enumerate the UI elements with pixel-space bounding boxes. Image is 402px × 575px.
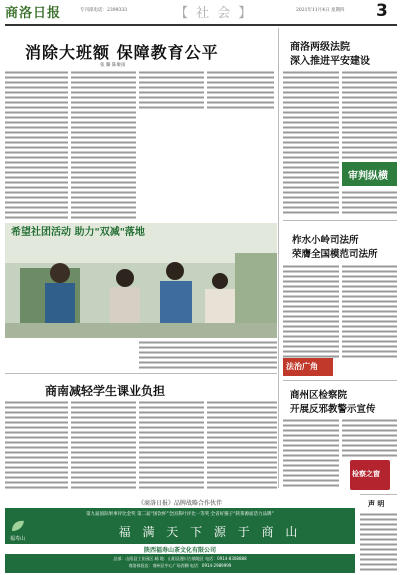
right-headline-1b: 深入推进平安建设 [290, 56, 370, 67]
photo-caption [139, 340, 277, 372]
lower-headline: 商南减轻学生课业负担 [45, 384, 166, 398]
article-column [139, 400, 204, 490]
issue-date: 2021年11月4日 星期四 [296, 8, 345, 13]
article-column [5, 70, 68, 220]
advertisement [5, 495, 355, 573]
article-column [342, 190, 397, 215]
ad-company: 陕西福寿山茶文化有限公司 [5, 544, 355, 554]
procuratorate-label: 检察之窗 [352, 470, 380, 478]
ad-phone: 商洛体验店：商州区中心广场西侧 电话：0914-2989999 [128, 563, 232, 568]
rule-of-law-label: 审判纵横 [348, 171, 388, 182]
right-headline-2a: 柞水小岭司法所 [292, 235, 359, 246]
procuratorate-badge [350, 460, 390, 490]
classroom-photo [5, 223, 277, 338]
article-column [342, 264, 397, 359]
notice-text [360, 512, 397, 572]
newspaper-logo: 商洛日报 [5, 6, 62, 21]
classroom-photo-image [5, 223, 277, 338]
article-column [71, 400, 136, 490]
article-column [283, 264, 339, 359]
right-headline-1a: 商洛两级法院 [290, 42, 350, 53]
ad-awards: 第九届国际果事评比金奖 第二届“国饮杯”全国茶叶评比一等奖 全省好猕子“陕茶源面活力品牌” [86, 512, 274, 517]
section-divider [283, 220, 397, 221]
masthead-rule [5, 24, 397, 26]
column-divider [278, 28, 279, 488]
section-divider [283, 380, 397, 381]
article-column [139, 70, 204, 110]
section-divider [360, 494, 397, 495]
edition-info: 专刊部电话：2399333 [80, 8, 128, 13]
article-column [5, 400, 68, 490]
section-tag: 【 社 会 】 [175, 6, 254, 21]
leaf-icon [10, 519, 26, 533]
article-column [283, 70, 339, 215]
rule-of-law-badge [342, 162, 397, 186]
article-column [207, 70, 274, 110]
ad-top-banner: 《商洛日报》品牌战略合作伙伴 [5, 495, 355, 508]
right-headline-3b: 开展反邪教警示宣传 [290, 404, 376, 415]
article-column [342, 70, 397, 160]
page-number: 3 [376, 1, 388, 21]
ad-brand [10, 519, 62, 541]
right-headline-2b: 荣膺全国模范司法所 [292, 249, 378, 260]
ad-brand-name: 福寿山 [10, 536, 26, 542]
article-column [207, 400, 277, 490]
law-corner-badge [283, 358, 333, 376]
ad-address: 总部：山阳县工业园区 邮 地：山阳县漫川古镇地区 电话：0914-8308888 [113, 556, 247, 561]
ad-slogan: 福 满 天 下 源 于 商 山 [118, 525, 302, 539]
law-corner-label: 法治广角 [286, 362, 318, 371]
masthead [0, 0, 402, 24]
photo-banner: 希望社团活动 助力"双减"落地 [11, 227, 145, 238]
article-column [342, 418, 397, 458]
section-divider [5, 373, 277, 374]
main-byline: 张 璐 陈俊雨 [100, 63, 126, 68]
right-headline-3a: 商州区检察院 [290, 390, 348, 401]
notice-title: 声 明 [368, 500, 385, 508]
article-column [283, 418, 339, 490]
article-column [71, 70, 136, 220]
main-headline: 消除大班额 保障教育公平 [25, 43, 219, 62]
